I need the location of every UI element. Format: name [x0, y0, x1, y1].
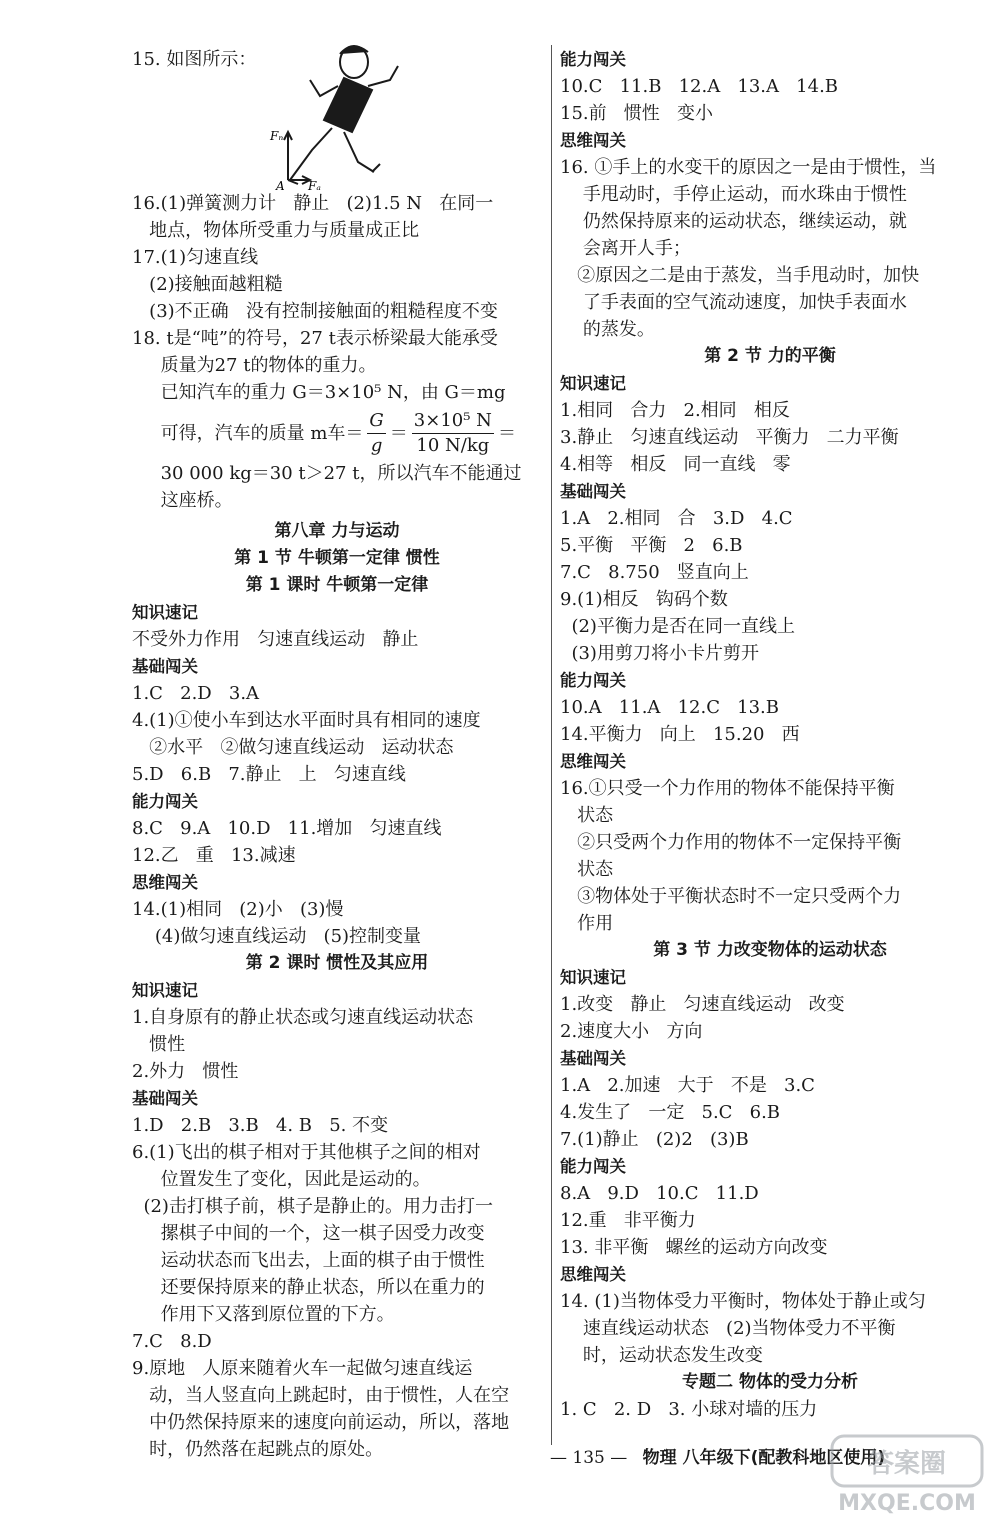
section-label: 能力闯关 — [560, 671, 626, 690]
answer-line: 状态 — [560, 859, 614, 880]
answer-line: 10.C 11.B 12.A 13.A 14.B — [560, 76, 839, 97]
answer-line: 4.(1)①使小车到达水平面时具有相同的速度 — [132, 710, 481, 731]
answer-line: 5.D 6.B 7.静止 上 匀速直线 — [132, 764, 406, 785]
answer-line: 摞棋子中间的一个，这一棋子因受力改变 — [132, 1223, 485, 1244]
answer-line: 手甩动时，手停止运动，而水珠由于惯性 — [560, 184, 907, 205]
formula-suffix: ＝ — [497, 422, 516, 444]
answer-line: 动，当人竖直向上跳起时，由于惯性，人在空 — [132, 1385, 510, 1406]
answer-line: ③物体处于平衡状态时不一定只受两个力 — [560, 886, 902, 907]
answer-line: 9.原地 人原来随着火车一起做匀速直线运 — [132, 1358, 473, 1379]
answer-line: (3)用剪刀将小卡片剪开 — [560, 643, 759, 664]
answer-line: 运动状态而飞出去，上面的棋子由于惯性 — [132, 1250, 485, 1271]
section-label: 知识速记 — [132, 981, 198, 1000]
answer-line: 质量为27 t的物体的重力。 — [132, 355, 377, 376]
section-label: 思维闯关 — [560, 131, 626, 150]
answer-line: 1. C 2. D 3. 小球对墙的压力 — [560, 1399, 818, 1420]
answer-line: 8.A 9.D 10.C 11.D — [560, 1183, 759, 1204]
answer-line: 了手表面的空气流动速度，加快手表面水 — [560, 292, 907, 313]
answer-line: 1.相同 合力 2.相同 相反 — [560, 400, 790, 421]
section-label: 基础闯关 — [132, 657, 198, 676]
section-label: 基础闯关 — [132, 1089, 198, 1108]
svg-text:MXQE.COM: MXQE.COM — [838, 1491, 976, 1516]
answer-line: 7.(1)静止 (2)2 (3)B — [560, 1129, 749, 1150]
section-label: 思维闯关 — [560, 1265, 626, 1284]
answer-line: 30 000 kg＝30 t＞27 t，所以汽车不能通过 — [132, 463, 522, 484]
answer-line: 4.发生了 一定 5.C 6.B — [560, 1102, 781, 1123]
fig-label-a: A — [276, 179, 285, 190]
answer-line: 15.前 惯性 变小 — [560, 103, 713, 124]
section-label: 知识速记 — [132, 603, 198, 622]
answer-line: 16. ①手上的水变干的原因之一是由于惯性，当 — [560, 157, 937, 178]
watermark-logo — [828, 1430, 988, 1520]
answer-line: 6.(1)飞出的棋子相对于其他棋子之间的相对 — [132, 1142, 481, 1163]
answer-line: 的蒸发。 — [560, 319, 655, 340]
answer-line: ②只受两个力作用的物体不一定保持平衡 — [560, 832, 902, 853]
fraction-g-over-g — [367, 409, 385, 458]
running-person-illustration — [262, 40, 522, 190]
answer-line: 14.平衡力 向上 15.20 西 — [560, 724, 800, 745]
section-title: 第 1 节 牛顿第一定律 惯性 — [234, 548, 440, 568]
answer-line: 1.C 2.D 3.A — [132, 683, 260, 704]
answer-line: 会离开人手； — [560, 238, 691, 259]
section-label: 基础闯关 — [560, 1049, 626, 1068]
section-label: 思维闯关 — [560, 752, 626, 771]
answer-line: 9.(1)相反 钩码个数 — [560, 589, 728, 610]
answer-line: (2)平衡力是否在同一直线上 — [560, 616, 795, 637]
topic-title: 专题二 物体的受力分析 — [682, 1372, 858, 1392]
right-column — [560, 46, 980, 1423]
fraction-weight-over-g — [412, 409, 494, 458]
section-label: 知识速记 — [560, 968, 626, 987]
answer-line: (2)接触面越粗糙 — [132, 274, 283, 295]
footer-subject: 物理 八年级下(配教科地区使用) — [642, 1448, 886, 1468]
answer-line: 14. (1)当物体受力平衡时，物体处于静止或匀 — [560, 1291, 926, 1312]
answer-line: 1.D 2.B 3.B 4. B 5. 不变 — [132, 1115, 389, 1136]
fig-label-ff: Fₐ — [308, 179, 321, 190]
answer-line: (2)击打棋子前，棋子是静止的。用力击打一 — [132, 1196, 493, 1217]
answer-line: ②原因之二是由于蒸发，当手甩动时，加快 — [560, 265, 920, 286]
fig-label-fn: Fₙ — [270, 129, 284, 143]
answer-line: 速直线运动状态 (2)当物体受力不平衡 — [560, 1318, 896, 1339]
section-title: 第 2 节 力的平衡 — [704, 346, 836, 366]
lesson-title: 第 2 课时 惯性及其应用 — [245, 953, 429, 973]
answer-line: 1.自身原有的静止状态或匀速直线运动状态 — [132, 1007, 474, 1028]
answer-line: 这座桥。 — [132, 490, 233, 511]
answer-line: 5.平衡 平衡 2 6.B — [560, 535, 743, 556]
answer-line: 状态 — [560, 805, 614, 826]
fraction-numerator: G — [367, 409, 385, 434]
answer-line: 已知汽车的重力 G＝3×10⁵ N，由 G＝mg — [132, 382, 506, 403]
column-divider — [551, 45, 552, 1445]
answer-line: 7.C 8.D — [132, 1331, 212, 1352]
answer-line: ②水平 ②做匀速直线运动 运动状态 — [132, 737, 454, 758]
fraction-numerator: 3×10⁵ N — [412, 409, 494, 434]
section-label: 基础闯关 — [560, 482, 626, 501]
section-title: 第 3 节 力改变物体的运动状态 — [653, 940, 887, 960]
fraction-denominator: 10 N/kg — [416, 434, 490, 456]
formula-equals: ＝ — [389, 422, 408, 444]
fraction-denominator: g — [370, 434, 383, 456]
answer-line: 中仍然保持原来的速度向前运动，所以，落地 — [132, 1412, 510, 1433]
q15-figure — [132, 40, 542, 190]
answer-line: 17.(1)匀速直线 — [132, 247, 259, 268]
answer-line: 时，仍然落在起跳点的原处。 — [132, 1439, 384, 1460]
section-label: 能力闯关 — [560, 1157, 626, 1176]
page-number: — 135 — — [550, 1448, 628, 1468]
answer-line: 不受外力作用 匀速直线运动 静止 — [132, 629, 419, 650]
svg-text:答案圈: 答案圈 — [867, 1449, 947, 1479]
answer-line: 1.改变 静止 匀速直线运动 改变 — [560, 994, 845, 1015]
answer-line: 7.C 8.750 竖直向上 — [560, 562, 749, 583]
answer-line: 12.重 非平衡力 — [560, 1210, 696, 1231]
answer-line: 作用 — [560, 913, 614, 934]
section-label: 能力闯关 — [132, 792, 198, 811]
answer-line: 3.静止 匀速直线运动 平衡力 二力平衡 — [560, 427, 899, 448]
answer-line: 还要保持原来的静止状态，所以在重力的 — [132, 1277, 485, 1298]
answer-line: 13. 非平衡 螺丝的运动方向改变 — [560, 1237, 828, 1258]
answer-line: 作用下又落到原位置的下方。 — [132, 1304, 395, 1325]
lesson-title: 第 1 课时 牛顿第一定律 — [245, 575, 429, 595]
answer-line: 仍然保持原来的运动状态，继续运动，就 — [560, 211, 907, 232]
answer-line: 1.A 2.加速 大于 不是 3.C — [560, 1075, 815, 1096]
formula-prefix: 可得，汽车的质量 m车＝ — [132, 422, 364, 444]
answer-line: 10.A 11.A 12.C 13.B — [560, 697, 779, 718]
answer-line: 位置发生了变化，因此是运动的。 — [132, 1169, 431, 1190]
section-label: 能力闯关 — [560, 50, 626, 69]
answer-line: 地点，物体所受重力与质量成正比 — [132, 220, 420, 241]
q15-label: 15. 如图所示： — [132, 49, 257, 70]
answer-line: 14.(1)相同 (2)小 (3)慢 — [132, 899, 344, 920]
answer-line: 2.外力 惯性 — [132, 1061, 239, 1082]
chapter-title: 第八章 力与运动 — [274, 521, 400, 541]
answer-line: 1.A 2.相同 合 3.D 4.C — [560, 508, 793, 529]
answer-line: 18. t是“吨”的符号，27 t表示桥梁最大能承受 — [132, 328, 498, 349]
section-label: 知识速记 — [560, 374, 626, 393]
answer-line: 16.①只受一个力作用的物体不能保持平衡 — [560, 778, 895, 799]
answer-line: (4)做匀速直线运动 (5)控制变量 — [132, 926, 422, 947]
left-column — [132, 0, 542, 1463]
answer-line: 12.乙 重 13.减速 — [132, 845, 296, 866]
mass-formula — [132, 406, 516, 460]
answer-line: 时，运动状态发生改变 — [560, 1345, 763, 1366]
answer-line: 4.相等 相反 同一直线 零 — [560, 454, 791, 475]
answer-line: 16.(1)弹簧测力计 静止 (2)1.5 N 在同一 — [132, 193, 494, 214]
answer-line: 8.C 9.A 10.D 11.增加 匀速直线 — [132, 818, 442, 839]
answer-line: 惯性 — [132, 1034, 186, 1055]
answer-line: (3)不正确 没有控制接触面的粗糙程度不变 — [132, 301, 498, 322]
answer-line: 2.速度大小 方向 — [560, 1021, 703, 1042]
section-label: 思维闯关 — [132, 873, 198, 892]
